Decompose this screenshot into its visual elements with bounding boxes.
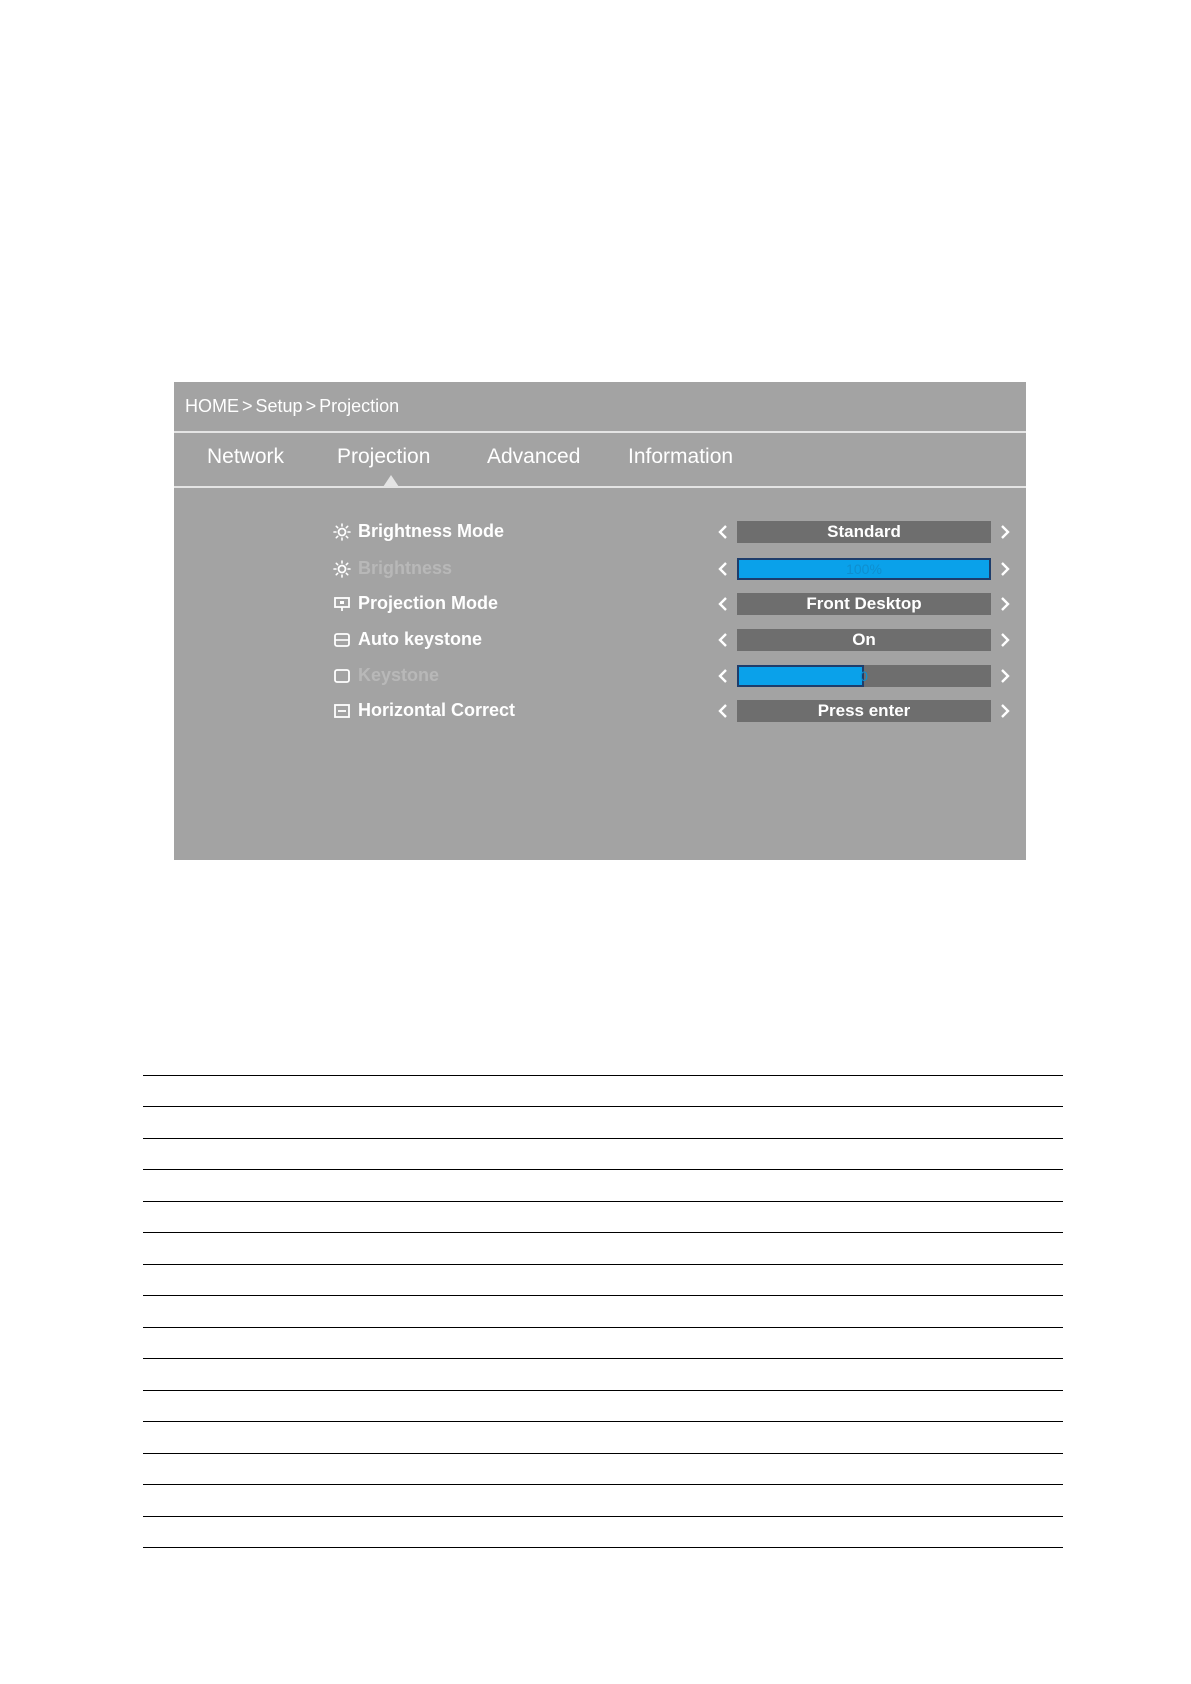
ruled-line [143,1232,1063,1233]
setting-label: Projection Mode [358,593,499,613]
setting-label: Brightness [358,558,453,578]
setting-label: Brightness Mode [358,521,505,541]
setting-label: Auto keystone [358,629,483,649]
ruled-line [143,1327,1063,1328]
slider-value: 0 [860,668,868,684]
chevron-left-icon[interactable] [716,520,730,544]
ruled-line [143,1421,1063,1422]
value-selector[interactable] [737,700,991,722]
ruled-line [143,1075,1063,1076]
chevron-right-icon[interactable] [998,628,1012,652]
breadcrumb [185,396,399,417]
chevron-right-icon[interactable] [998,699,1012,723]
ruled-line [143,1264,1063,1265]
chevron-left-icon[interactable] [716,557,730,581]
value-selector[interactable] [737,521,991,543]
ruled-line [143,1106,1063,1107]
setting-value: Standard [827,522,901,541]
tabs-divider [174,486,1026,488]
value-selector[interactable] [737,629,991,651]
chevron-right-icon[interactable] [998,592,1012,616]
breadcrumb-projection: Projection [319,396,400,416]
tab-advanced[interactable]: Advanced [487,445,581,468]
keystone-auto-icon [332,630,352,650]
breadcrumb-home[interactable]: HOME [185,396,239,416]
ruled-line [143,1358,1063,1359]
breadcrumb-separator: > [242,396,253,416]
chevron-left-icon[interactable] [716,664,730,688]
ruled-line [143,1295,1063,1296]
setting-keystone[interactable] [332,662,868,690]
setting-brightness-mode[interactable] [332,518,901,546]
ruled-line [143,1169,1063,1170]
tab-information[interactable]: Information [628,445,734,468]
slider-value: 100% [846,561,882,577]
ruled-line [143,1547,1063,1548]
setting-horizontal-correct[interactable] [332,697,911,725]
sun-icon [332,559,352,579]
breadcrumb-setup[interactable]: Setup [255,396,303,416]
chevron-right-icon[interactable] [998,664,1012,688]
chevron-left-icon[interactable] [716,699,730,723]
tab-network[interactable]: Network [207,445,285,468]
keystone-icon [332,666,352,686]
chevron-left-icon[interactable] [716,592,730,616]
setting-projection-mode[interactable] [332,590,922,618]
projector-settings-screen [174,382,1026,860]
tab-projection[interactable]: Projection [337,445,431,468]
ruled-line [143,1484,1063,1485]
setting-label: Keystone [358,665,440,685]
chevron-right-icon[interactable] [998,520,1012,544]
breadcrumb-separator: > [305,396,317,416]
setting-value: Press enter [817,701,911,720]
sun-icon [332,522,352,542]
chevron-left-icon[interactable] [716,628,730,652]
brightness-slider[interactable] [737,558,991,580]
projector-icon [332,594,352,614]
horizontal-correct-icon [332,701,352,721]
setting-value: On [852,630,876,649]
ruled-line [143,1453,1063,1454]
setting-auto-keystone[interactable] [332,626,876,654]
chevron-right-icon[interactable] [998,557,1012,581]
header-divider [174,431,1026,433]
ruled-line [143,1516,1063,1517]
ruled-line [143,1138,1063,1139]
ruled-line [143,1201,1063,1202]
value-selector[interactable] [737,593,991,615]
ruled-line [143,1390,1063,1391]
setting-value: Front Desktop [806,594,922,613]
keystone-slider[interactable] [737,665,991,687]
setting-brightness[interactable] [332,555,882,583]
setting-label: Horizontal Correct [358,700,516,720]
